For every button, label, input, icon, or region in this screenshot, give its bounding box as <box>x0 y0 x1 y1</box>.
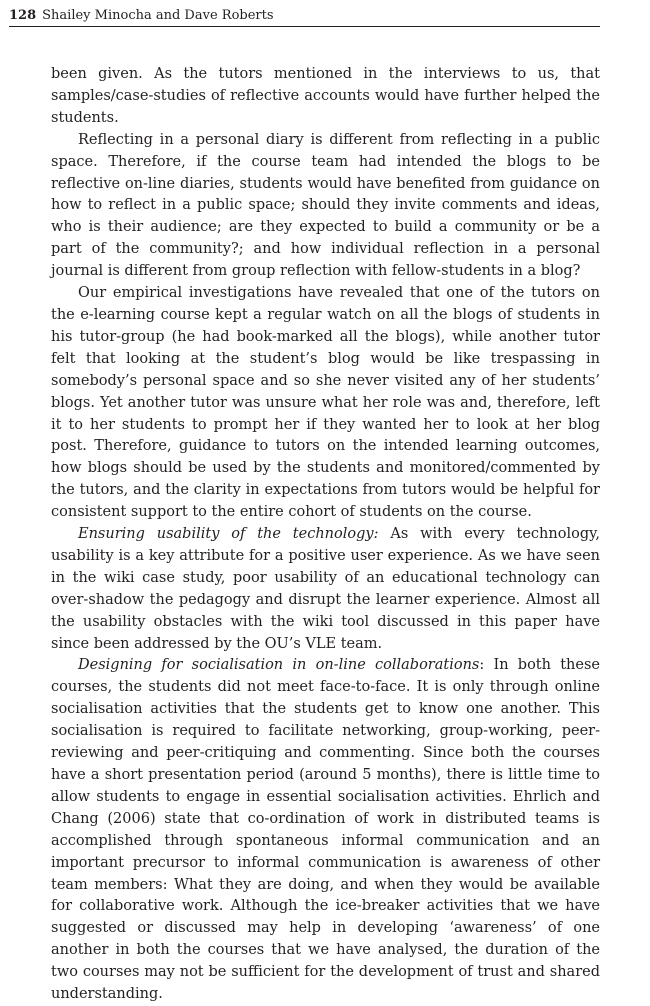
paragraph-lead-heading: Designing for socialisation in on-line collaborations <box>78 657 480 674</box>
body-text <box>51 64 600 1006</box>
running-head-authors: Shailey Minocha and Dave Roberts <box>42 8 274 23</box>
paragraph-text: Reflecting in a personal diary is different from reflecting in a public space. Therefore, if the course team had intended the blogs to be reflective on-line diaries, students would have benefited from guidance on how to reflect in a public space; should they invite comments and ideas, who is their audience; are they expected to build a community or be a part of the community?; and how individual reflection in a personal journal is different from group reflection with fellow-students in a blog? <box>51 131 600 280</box>
paragraph-socialisation <box>51 655 600 1006</box>
page-number: 128 <box>9 8 37 23</box>
running-head <box>9 7 600 27</box>
paragraph-text: As with every technology, usability is a key attribute for a positive user experience. As we have seen in the wiki case study, poor usability of an educational technology can over-shadow the pedagogy and disrupt the learner experience. Almost all the usability obstacles with the wiki tool discussed in this paper have since been addressed by the OU’s VLE team. <box>51 526 600 652</box>
paragraph-lead-heading: Ensuring usability of the technology: <box>78 526 379 543</box>
paragraph-reflection <box>51 130 600 283</box>
paragraph-usability <box>51 524 600 655</box>
paragraph-empirical-investigations <box>51 283 600 524</box>
paragraph-text: : In both these courses, the students did not meet face-to-face. It is only through online socialisation activities that the students get to know one another. This socialisation is required to facilitate networking, group-working, peer-reviewing and peer-critiquing and commenting. Since both the courses have a short presentation period (around 5 months), there is little time to allow students to engage in essential socialisation activities. Ehrlich and Chang (2006) state that co-ordination of work in distributed teams is accomplished through spontaneous informal communication and an important precursor to informal communication is awareness of other team members: What they are doing, and when they would be available for collaborative work. Although the ice-breaker activities that we have suggested or discussed may help in developing ‘awareness’ of one another in both the courses that we have analysed, the duration of the two courses may not be sufficient for the development of trust and shared understanding. <box>51 657 600 1003</box>
paragraph-text: been given. As the tutors mentioned in the interviews to us, that samples/case-studies of reflective accounts would have further helped the students. <box>51 66 600 126</box>
paragraph-text: Our empirical investigations have revealed that one of the tutors on the e-learning course kept a regular watch on all the blogs of students in his tutor-group (he had book-marked all the blogs), while another tutor felt that looking at the student’s blog would be like trespassing in somebody’s personal space and so she never visited any of her students’ blogs. Yet another tutor was unsure what her role was and, therefore, left it to her students to prompt her if they wanted her to look at her blog post. Therefore, guidance to tutors on the intended learning outcomes, how blogs should be used by the students and monitored/commented by the tutors, and the clarity in expectations from tutors would be helpful for consistent support to the entire cohort of students on the course. <box>51 285 600 521</box>
paragraph-continuation <box>51 64 600 130</box>
